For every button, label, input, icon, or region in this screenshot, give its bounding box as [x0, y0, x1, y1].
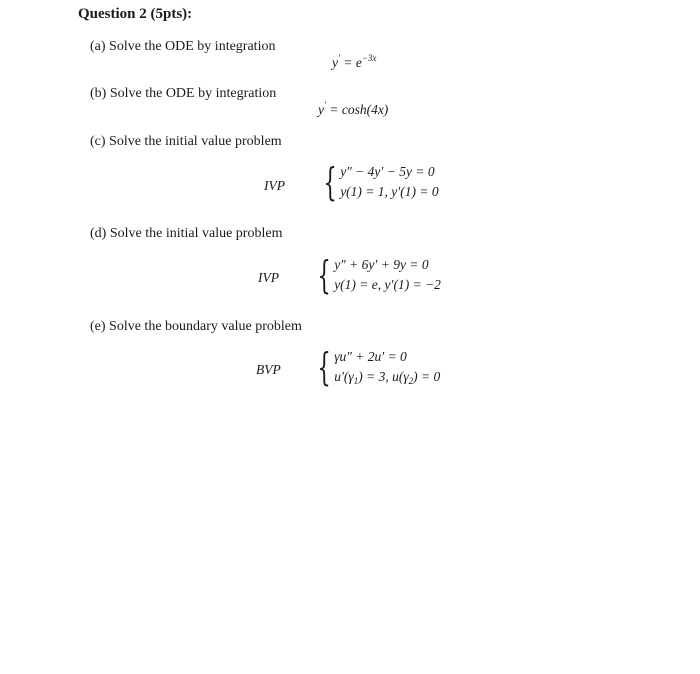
part-b-rhs: = cosh(4x)	[325, 102, 389, 117]
part-a-lhs: y	[332, 55, 338, 70]
part-a-exponent: −3x	[361, 53, 377, 63]
part-d-system	[312, 253, 441, 297]
part-a-label: (a) Solve the ODE by integration	[90, 39, 276, 54]
part-a-prime: ′	[338, 53, 340, 63]
part-a-rel: = e	[339, 55, 362, 70]
part-c-eq1: y″ − 4y′ − 5y = 0	[340, 164, 435, 179]
part-a-equation	[332, 55, 376, 71]
part-c-label: (c) Solve the initial value problem	[90, 134, 282, 149]
part-d-label: (d) Solve the initial value problem	[90, 226, 283, 241]
part-e-eq2-a: u′(γ	[334, 369, 354, 384]
part-d-brace: {	[317, 253, 331, 297]
part-e-system	[312, 345, 441, 389]
question-title: Question 2 (5pts):	[78, 6, 193, 22]
part-b-lhs: y	[318, 102, 324, 117]
part-e-eq1: γu″ + 2u′ = 0	[334, 349, 407, 364]
part-e-eq2-sub1: 1	[353, 376, 359, 386]
part-b-prime: ′	[324, 100, 326, 110]
part-e-tag: BVP	[256, 362, 281, 377]
part-c-eq2: y(1) = 1, y′(1) = 0	[340, 184, 439, 199]
part-e-eq2-sub2: 2	[408, 376, 414, 386]
part-b-label: (b) Solve the ODE by integration	[90, 86, 277, 101]
part-c-brace: {	[323, 160, 337, 204]
part-b-equation	[318, 102, 388, 118]
part-e-label: (e) Solve the boundary value problem	[90, 319, 302, 334]
part-d-eq1: y″ + 6y′ + 9y = 0	[334, 257, 429, 272]
part-e-eq2-b: ) = 3, u(γ	[358, 369, 409, 384]
part-e-brace: {	[317, 345, 331, 389]
part-d-tag: IVP	[258, 270, 279, 285]
part-d-eq2: y(1) = e, y′(1) = −2	[334, 277, 441, 292]
part-c-tag: IVP	[264, 178, 285, 193]
part-e-eq2	[334, 369, 440, 385]
part-e-eq2-c: ) = 0	[413, 369, 441, 384]
part-c-system	[318, 160, 439, 204]
